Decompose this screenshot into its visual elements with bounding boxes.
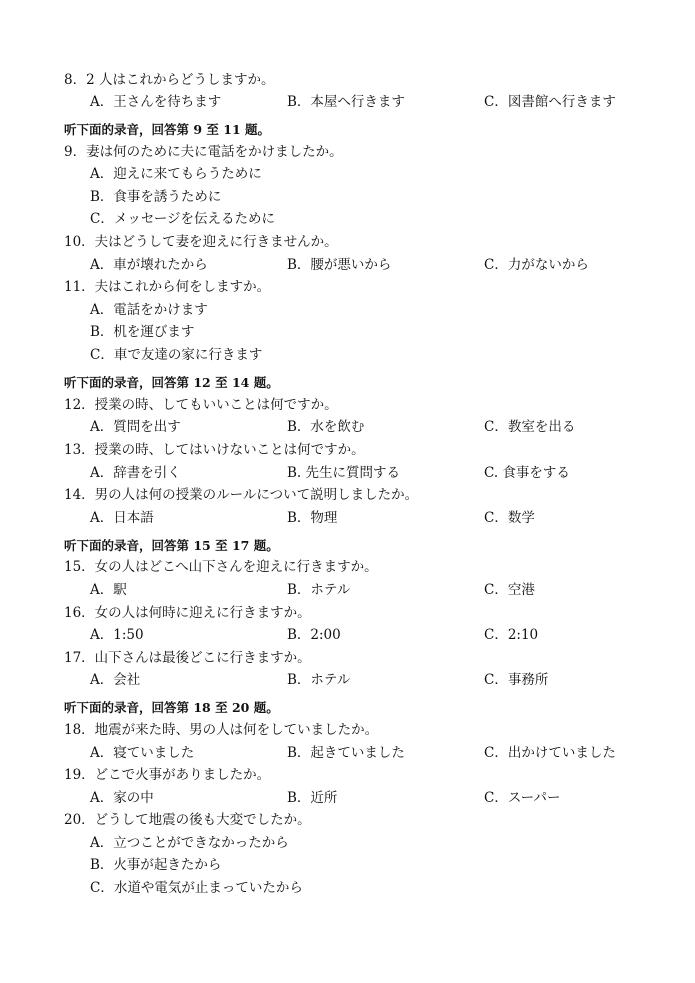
q11-option-c: C．車で友達の家に行きます (90, 347, 263, 363)
q15-option-a: A．駅 (90, 582, 127, 598)
q19-option-c: C．スーパー (484, 790, 561, 806)
q9-option-b: B．食事を誘うために (90, 189, 222, 205)
q9-option-a: A．迎えに来てもらうために (90, 166, 262, 182)
q17-option-a: A．会社 (90, 672, 141, 688)
q14-option-b: B．物理 (287, 510, 338, 526)
q16-option-a: A．1:50 (90, 627, 144, 643)
q19-option-b: B．近所 (287, 790, 338, 806)
question-15: 15．女の人はどこへ山下さんを迎えに行きますか。 (64, 559, 378, 575)
q14-option-a: A．日本語 (90, 510, 154, 526)
q12-option-c: C．教室を出る (484, 419, 576, 435)
question-17: 17．山下さんは最後どこに行きますか。 (64, 650, 311, 666)
q8-option-a: A．王さんを待ちます (90, 94, 222, 110)
q13-option-b: B. 先生に質問する (287, 465, 401, 481)
section-heading-9-11: 听下面的录音，回答第 9 至 11 题。 (64, 122, 271, 137)
question-10: 10．夫はどうして妻を迎えに行きませんか。 (64, 234, 338, 250)
section-heading-12-14: 听下面的录音，回答第 12 至 14 题。 (64, 375, 279, 390)
q17-option-b: B．ホテル (287, 672, 351, 688)
q14-option-c: C．数学 (484, 510, 535, 526)
question-8: 8．2 人はこれからどうしますか。 (64, 72, 275, 88)
q17-option-c: C．事務所 (484, 672, 549, 688)
q20-option-a: A．立つことができなかったから (90, 835, 289, 851)
section-heading-18-20: 听下面的录音，回答第 18 至 20 题。 (64, 700, 279, 715)
question-19: 19．どこで火事がありましたか。 (64, 767, 271, 783)
q8-option-c: C．図書館へ行きます (484, 94, 616, 110)
q15-option-b: B．ホテル (287, 582, 351, 598)
q12-option-b: B．水を飲む (287, 419, 365, 435)
q8-option-b: B．本屋へ行きます (287, 94, 405, 110)
question-11: 11．夫はこれから何をしますか。 (64, 279, 271, 295)
q18-option-a: A．寝ていました (90, 745, 195, 761)
q20-option-c: C．水道や電気が止まっていたから (90, 880, 303, 896)
q10-option-b: B．腰が悪いから (287, 257, 392, 273)
q18-option-b: B．起きていました (287, 745, 405, 761)
question-13: 13．授業の時、してはいけないことは何ですか。 (64, 442, 365, 458)
q9-option-c: C．メッセージを伝えるために (90, 211, 276, 227)
q10-option-c: C．力がないから (484, 257, 589, 273)
q20-option-b: B．火事が起きたから (90, 857, 222, 873)
q19-option-a: A．家の中 (90, 790, 154, 806)
question-18: 18．地震が来た時、男の人は何をしていましたか。 (64, 722, 379, 738)
section-heading-15-17: 听下面的录音，回答第 15 至 17 题。 (64, 538, 279, 553)
q11-option-b: B．机を運びます (90, 324, 195, 340)
question-12: 12．授業の時、してもいいことは何ですか。 (64, 397, 338, 413)
question-20: 20．どうして地震の後も大変でしたか。 (64, 812, 311, 828)
q13-option-c: C. 食事をする (484, 465, 570, 481)
q11-option-a: A．電話をかけます (90, 302, 208, 318)
question-9: 9．妻は何のために夫に電話をかけましたか。 (64, 144, 343, 160)
q12-option-a: A．質問を出す (90, 419, 181, 435)
question-16: 16．女の人は何時に迎えに行きますか。 (64, 605, 311, 621)
q13-option-a: A．辞書を引く (90, 465, 181, 481)
q15-option-c: C．空港 (484, 582, 535, 598)
question-14: 14．男の人は何の授業のルールについて説明しましたか。 (64, 487, 419, 503)
q18-option-c: C．出かけていました (484, 745, 616, 761)
q10-option-a: A．車が壊れたから (90, 257, 208, 273)
q16-option-c: C．2:10 (484, 627, 539, 643)
q16-option-b: B．2:00 (287, 627, 341, 643)
